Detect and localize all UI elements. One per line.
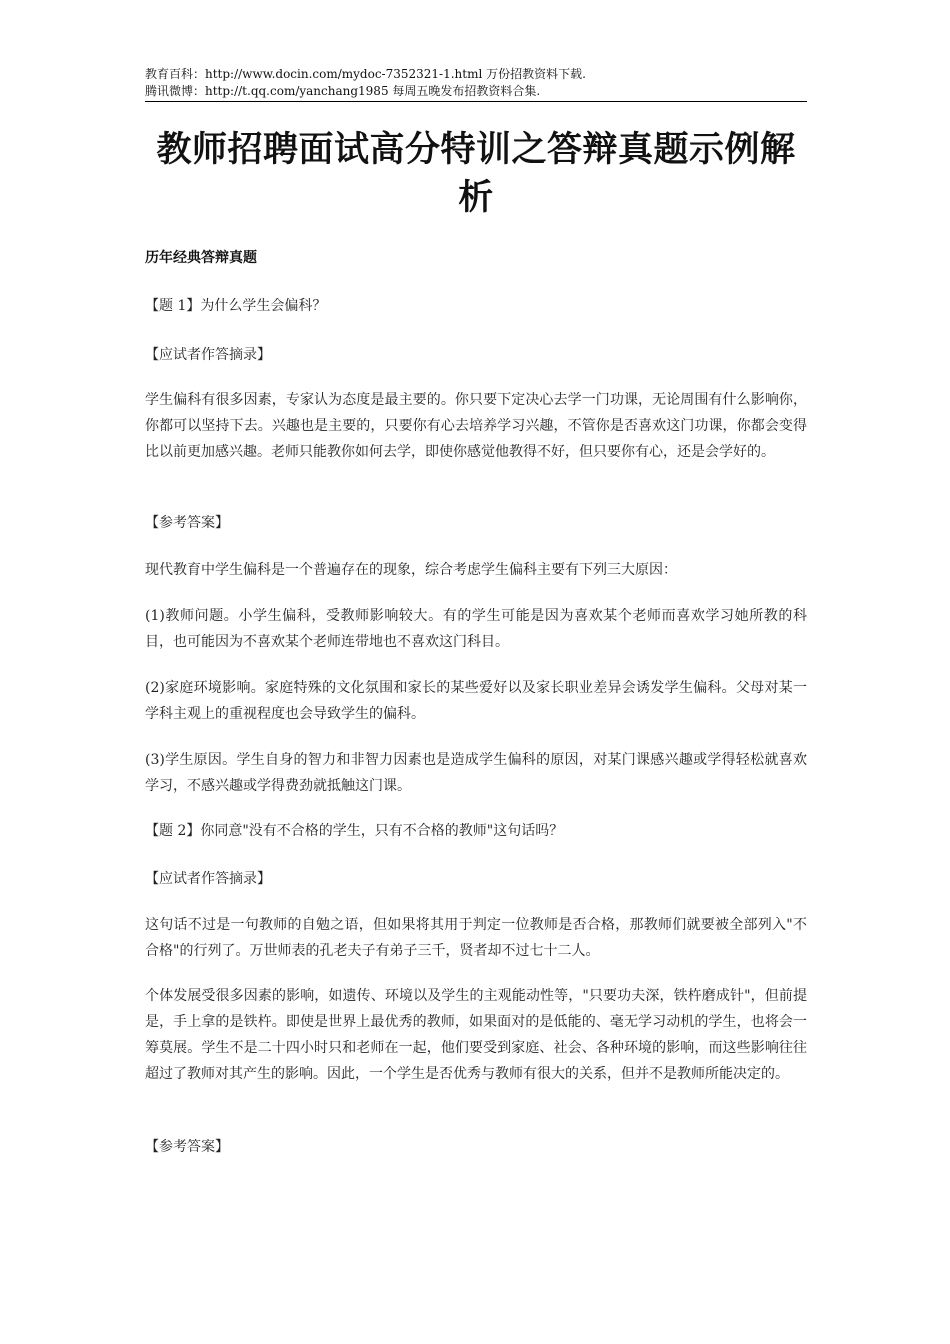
header-line-docin: 教育百科：http://www.docin.com/mydoc-7352321-1.html 万份招教资料下载. <box>145 67 586 81</box>
reference-answer-label: 【参考答案】 <box>145 515 229 531</box>
reason-3-paragraph: (3)学生原因。学生自身的智力和非智力因素也是造成学生偏科的原因，对某门课感兴趣或学得轻松就喜欢学习，不感兴趣或学得费劲就抵触这门课。 <box>145 752 807 794</box>
reference-answer-label-2: 【参考答案】 <box>145 1139 229 1155</box>
question-2-label: 【题 2】你同意"没有不合格的学生，只有不合格的教师"这句话吗？ <box>145 823 564 839</box>
reason-1-paragraph: (1)教师问题。小学生偏科，受教师影响较大。有的学生可能是因为喜欢某个老师而喜欢学习她所教的科目，也可能因为不喜欢某个老师连带地也不喜欢这门科目。 <box>145 608 807 650</box>
page-header <box>145 66 807 102</box>
answer-excerpt-label: 【应试者作答摘录】 <box>145 347 271 363</box>
answer-excerpt-paragraph-2a: 这句话不过是一句教师的自勉之语，但如果将其用于判定一位教师是否合格，那教师们就要被全部列入"不合格"的行列了。万世师表的孔老夫子有弟子三千，贤者却不过七十二人。 <box>145 917 807 959</box>
answer-excerpt-label-2: 【应试者作答摘录】 <box>145 871 271 887</box>
answer-excerpt-paragraph: 学生偏科有很多因素，专家认为态度是最主要的。你只要下定决心去学一门功课，无论周围有什么影响你，你都可以坚持下去。兴趣也是主要的，只要你有心去培养学习兴趣，不管你是否喜欢这门功课，你都会变得比以前更加感兴趣。老师只能教你如何去学，即使你感觉他教得不好，但只要你有心，还是会学好的。 <box>145 392 807 460</box>
reference-answer-intro: 现代教育中学生偏科是一个普遍存在的现象，综合考虑学生偏科主要有下列三大原因： <box>145 562 677 578</box>
header-line-weibo: 腾讯微博：http://t.qq.com/yanchang1985 每周五晚发布招教资料合集. <box>145 84 541 98</box>
reason-2-paragraph: (2)家庭环境影响。家庭特殊的文化氛围和家长的某些爱好以及家长职业差异会诱发学生偏科。父母对某一学科主观上的重视程度也会导致学生的偏科。 <box>145 680 807 722</box>
document-title: 教师招聘面试高分特训之答辩真题示例解析 <box>156 129 796 218</box>
question-1-label: 【题 1】为什么学生会偏科？ <box>145 298 327 314</box>
answer-excerpt-paragraph-2b: 个体发展受很多因素的影响，如遗传、环境以及学生的主观能动性等，"只要功夫深，铁杵磨成针"，但前提是，手上拿的是铁杵。即使是世界上最优秀的教师，如果面对的是低能的、毫无学习动机的学生，也将会一筹莫展。学生不是二十四小时只和老师在一起，他们要受到家庭、社会、各种环境的影响，而这些影响往往超过了教师对其产生的影响。因此，一个学生是否优秀与教师有很大的关系，但并不是教师所能决定的。 <box>145 988 807 1082</box>
section-heading: 历年经典答辩真题 <box>145 250 257 266</box>
